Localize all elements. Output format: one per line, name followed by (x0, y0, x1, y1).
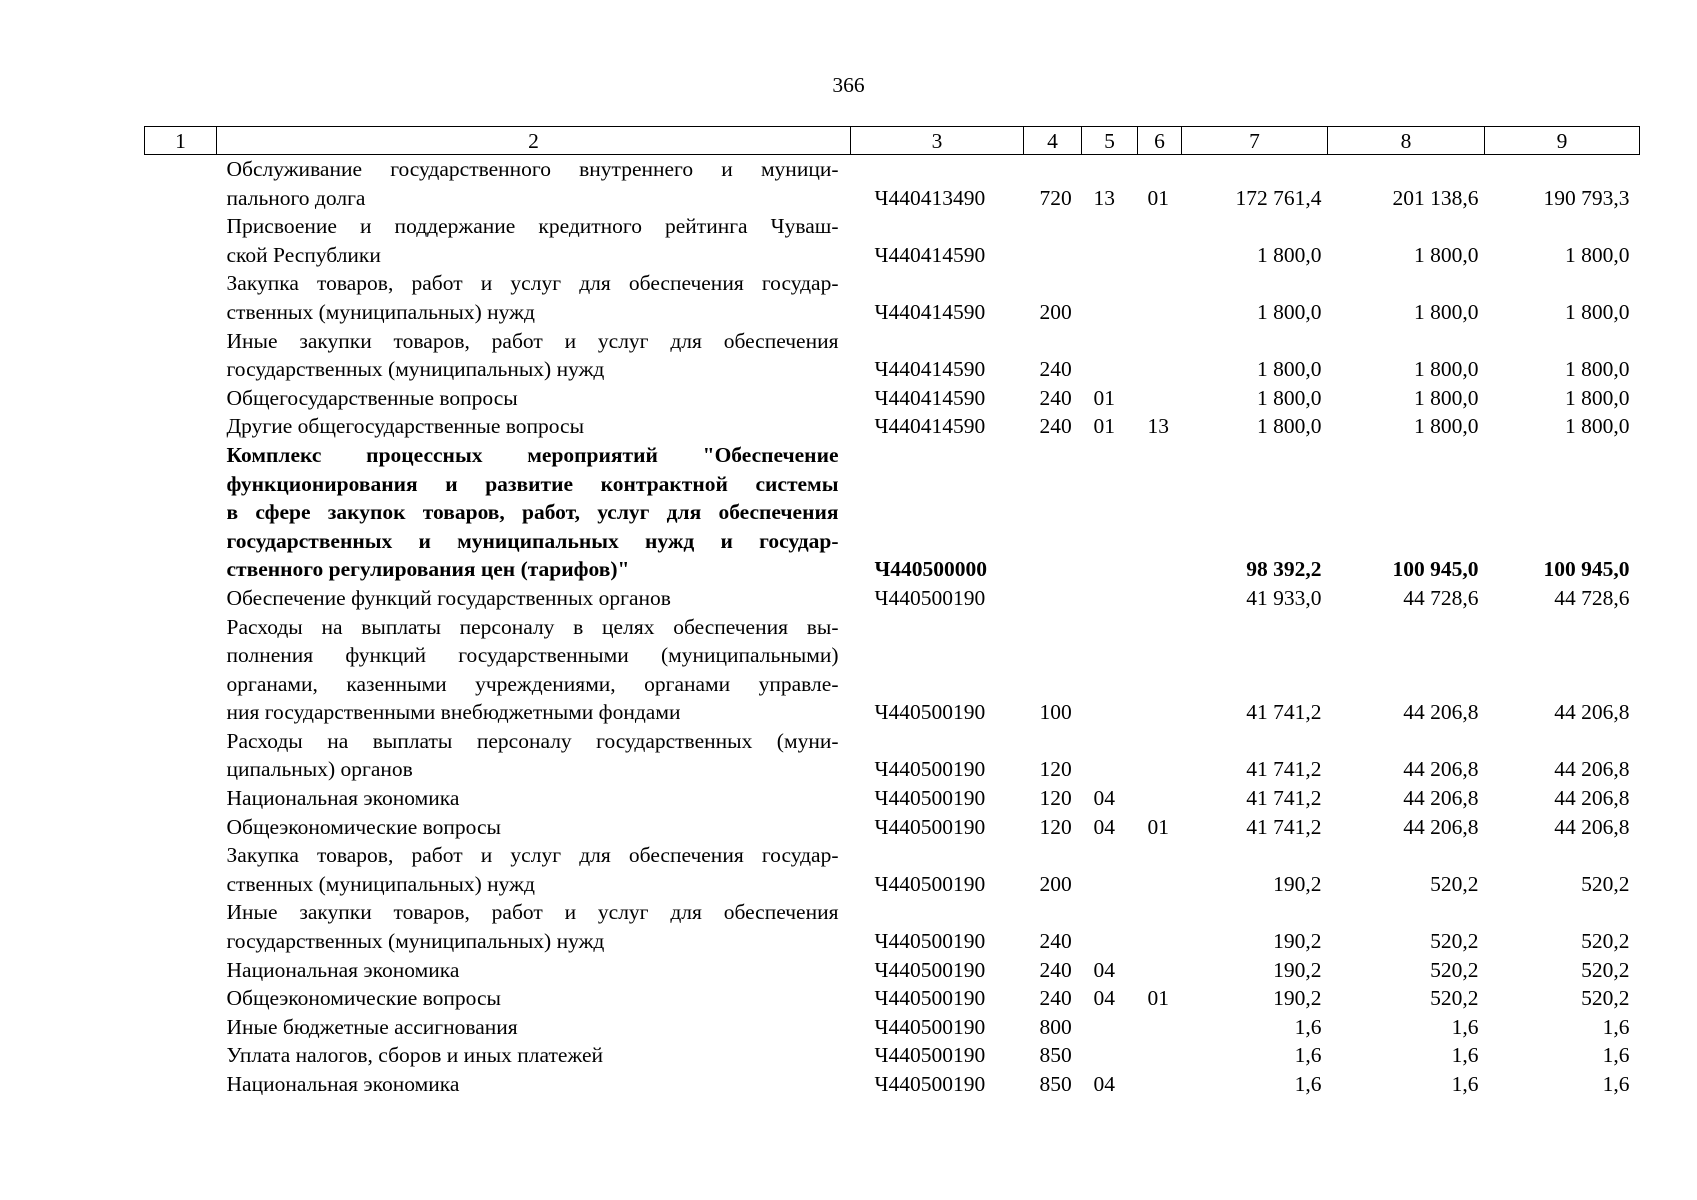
row-number-cell (145, 584, 217, 613)
target-article-code: Ч440500000 (874, 557, 988, 582)
amount-col-8: 1 800,0 (1414, 299, 1479, 324)
amount-col-9: 1 800,0 (1565, 242, 1630, 267)
expense-type-code: 120 (1039, 786, 1072, 811)
amount-col-8: 520,2 (1430, 957, 1479, 982)
expense-type-code: 200 (1039, 299, 1072, 324)
row-description (217, 384, 851, 413)
amount-col-9: 100 945,0 (1543, 557, 1630, 582)
table-row (145, 1041, 1640, 1070)
amount-col-7: 190,2 (1273, 986, 1322, 1011)
table-row (145, 841, 1640, 898)
description-line: функционирования и развитие контрактной системы (226, 471, 839, 496)
table-row (145, 898, 1640, 955)
subsection-code (1138, 441, 1182, 584)
amount-col-7: 41 741,2 (1246, 757, 1322, 782)
expense-type-code: 850 (1039, 1043, 1072, 1068)
header-col-9: 9 (1485, 127, 1640, 155)
amount-col-7: 98 392,2 (1246, 557, 1322, 582)
amount-col-9: 1,6 (1602, 1072, 1630, 1096)
target-article-code: Ч440414590 (874, 299, 986, 324)
row-number-cell (145, 984, 217, 1013)
amount-col-9: 44 206,8 (1554, 786, 1630, 811)
amount-col-7: 172 761,4 (1235, 185, 1322, 210)
amount-col-9: 520,2 (1581, 871, 1630, 896)
target-article-code: Ч440500190 (874, 871, 986, 896)
description-line: Расходы на выплаты персоналу в целях обеспечения вы- (226, 614, 839, 639)
table-row (145, 613, 1640, 727)
amount-col-9: 44 728,6 (1554, 585, 1630, 610)
row-description (217, 327, 851, 384)
row-number-cell (145, 384, 217, 413)
table-row (145, 584, 1640, 613)
expense-type-code: 240 (1039, 414, 1072, 439)
amount-col-8: 44 206,8 (1403, 700, 1479, 725)
description-line: ской Республики (226, 242, 381, 267)
expense-type-code: 240 (1039, 957, 1072, 982)
amount-col-8: 1,6 (1451, 1043, 1479, 1068)
subsection-code (1138, 1070, 1182, 1099)
row-description (217, 412, 851, 441)
target-article-code: Ч440500190 (874, 786, 986, 811)
description-line: Общеэкономические вопросы (226, 814, 501, 839)
subsection-code: 01 (1147, 814, 1169, 839)
table-row (145, 155, 1640, 213)
description-line: ципальных) органов (226, 757, 413, 782)
expense-type-code (1024, 584, 1082, 613)
description-line: Уплата налогов, сборов и иных платежей (226, 1043, 604, 1068)
target-article-code: Ч440500190 (874, 986, 986, 1011)
amount-col-7: 41 741,2 (1246, 814, 1322, 839)
amount-col-7: 1 800,0 (1257, 299, 1322, 324)
row-description (217, 1070, 851, 1099)
description-line: ственных (муниципальных) нужд (226, 871, 535, 896)
description-line: ственных (муниципальных) нужд (226, 299, 535, 324)
expense-type-code: 800 (1039, 1014, 1072, 1039)
expense-type-code: 200 (1039, 871, 1072, 896)
table-row (145, 384, 1640, 413)
target-article-code: Ч440500190 (874, 585, 986, 610)
amount-col-7: 41 933,0 (1246, 585, 1322, 610)
expense-type-code: 100 (1039, 700, 1072, 725)
amount-col-9: 1,6 (1602, 1043, 1630, 1068)
table-row (145, 984, 1640, 1013)
table-row (145, 412, 1640, 441)
target-article-code: Ч440414590 (874, 357, 986, 382)
amount-col-7: 41 741,2 (1246, 700, 1322, 725)
amount-col-7: 1,6 (1294, 1043, 1322, 1068)
table-row (145, 1013, 1640, 1042)
subsection-code (1138, 727, 1182, 784)
description-line: органами, казенными учреждениями, органами управле- (226, 671, 839, 696)
amount-col-9: 1 800,0 (1565, 385, 1630, 410)
row-description (217, 813, 851, 842)
amount-col-7: 41 741,2 (1246, 786, 1322, 811)
row-description (217, 155, 851, 213)
description-line: пального долга (226, 185, 366, 210)
subsection-code (1138, 1013, 1182, 1042)
table-row (145, 813, 1640, 842)
row-number-cell (145, 813, 217, 842)
target-article-code: Ч440413490 (874, 185, 986, 210)
amount-col-7: 1,6 (1294, 1072, 1322, 1096)
header-col-1: 1 (145, 127, 217, 155)
description-line: Национальная экономика (226, 786, 460, 811)
section-code: 01 (1093, 414, 1115, 439)
target-article-code: Ч440500190 (874, 700, 986, 725)
expense-type-code: 850 (1039, 1072, 1072, 1096)
amount-col-7: 1,6 (1294, 1014, 1322, 1039)
description-line: Иные закупки товаров, работ и услуг для обеспечения (226, 900, 839, 925)
subsection-code (1138, 269, 1182, 326)
description-line: Национальная экономика (226, 1072, 460, 1096)
section-code: 04 (1093, 786, 1115, 811)
section-code (1082, 327, 1138, 384)
amount-col-8: 44 206,8 (1403, 814, 1479, 839)
row-number-cell (145, 1041, 217, 1070)
description-line: Национальная экономика (226, 957, 460, 982)
expense-type-code: 240 (1039, 929, 1072, 954)
subsection-code: 13 (1147, 414, 1169, 439)
amount-col-8: 1 800,0 (1414, 414, 1479, 439)
table-row (145, 269, 1640, 326)
table-row (145, 212, 1640, 269)
target-article-code: Ч440414590 (874, 385, 986, 410)
amount-col-8: 1 800,0 (1414, 242, 1479, 267)
amount-col-8: 1 800,0 (1414, 385, 1479, 410)
section-code: 04 (1093, 1072, 1115, 1096)
subsection-code (1138, 584, 1182, 613)
subsection-code (1138, 784, 1182, 813)
amount-col-9: 520,2 (1581, 929, 1630, 954)
row-description (217, 956, 851, 985)
description-line: в сфере закупок товаров, работ, услуг для обеспечения (226, 500, 839, 525)
amount-col-9: 1 800,0 (1565, 299, 1630, 324)
description-line: государственных (муниципальных) нужд (226, 929, 605, 954)
row-description (217, 841, 851, 898)
row-number-cell (145, 613, 217, 727)
amount-col-9: 44 206,8 (1554, 757, 1630, 782)
header-col-5: 5 (1082, 127, 1138, 155)
subsection-code: 01 (1147, 185, 1169, 210)
row-number-cell (145, 841, 217, 898)
row-number-cell (145, 212, 217, 269)
section-code: 04 (1093, 814, 1115, 839)
amount-col-8: 1 800,0 (1414, 357, 1479, 382)
subsection-code: 01 (1147, 986, 1169, 1011)
description-line: Иные закупки товаров, работ и услуг для обеспечения (226, 328, 839, 353)
row-number-cell (145, 956, 217, 985)
description-line: ния государственными внебюджетными фондами (226, 700, 681, 725)
description-line: Присвоение и поддержание кредитного рейтинга Чуваш- (226, 214, 839, 239)
row-description (217, 613, 851, 727)
row-number-cell (145, 784, 217, 813)
description-line: Иные бюджетные ассигнования (226, 1014, 518, 1039)
row-number-cell (145, 441, 217, 584)
section-code (1082, 613, 1138, 727)
row-description (217, 212, 851, 269)
subsection-code (1138, 841, 1182, 898)
amount-col-7: 190,2 (1273, 929, 1322, 954)
amount-col-8: 44 206,8 (1403, 786, 1479, 811)
section-code (1082, 269, 1138, 326)
expense-type-code (1024, 441, 1082, 584)
subsection-code (1138, 384, 1182, 413)
target-article-code: Ч440500190 (874, 1043, 986, 1068)
target-article-code: Ч440500190 (874, 1072, 986, 1096)
amount-col-9: 190 793,3 (1543, 185, 1630, 210)
row-description (217, 984, 851, 1013)
section-code: 13 (1093, 185, 1115, 210)
header-col-7: 7 (1182, 127, 1328, 155)
row-description (217, 1041, 851, 1070)
row-number-cell (145, 1070, 217, 1099)
header-col-3: 3 (851, 127, 1024, 155)
table-row (145, 327, 1640, 384)
subsection-code (1138, 327, 1182, 384)
description-line: Расходы на выплаты персоналу государственных (муни- (226, 728, 839, 753)
description-line: Обеспечение функций государственных органов (226, 585, 671, 610)
amount-col-7: 190,2 (1273, 871, 1322, 896)
target-article-code: Ч440500190 (874, 814, 986, 839)
subsection-code (1138, 956, 1182, 985)
header-col-8: 8 (1328, 127, 1485, 155)
row-description (217, 898, 851, 955)
table-row (145, 441, 1640, 584)
expense-type-code (1024, 212, 1082, 269)
amount-col-7: 1 800,0 (1257, 242, 1322, 267)
amount-col-9: 1 800,0 (1565, 357, 1630, 382)
description-line: Общегосударственные вопросы (226, 385, 518, 410)
row-description (217, 727, 851, 784)
amount-col-8: 44 206,8 (1403, 757, 1479, 782)
amount-col-9: 44 206,8 (1554, 700, 1630, 725)
expense-type-code: 240 (1039, 385, 1072, 410)
subsection-code (1138, 613, 1182, 727)
table-body (145, 155, 1640, 1099)
description-line: государственных и муниципальных нужд и государ- (226, 528, 839, 553)
subsection-code (1138, 212, 1182, 269)
section-code (1082, 898, 1138, 955)
description-line: государственных (муниципальных) нужд (226, 357, 605, 382)
amount-col-7: 1 800,0 (1257, 385, 1322, 410)
section-code (1082, 841, 1138, 898)
section-code: 01 (1093, 385, 1115, 410)
row-description (217, 269, 851, 326)
description-line: Закупка товаров, работ и услуг для обеспечения государ- (226, 843, 839, 868)
row-description (217, 584, 851, 613)
row-description (217, 784, 851, 813)
expense-type-code: 240 (1039, 986, 1072, 1011)
expense-type-code: 240 (1039, 357, 1072, 382)
target-article-code: Ч440500190 (874, 757, 986, 782)
target-article-code: Ч440500190 (874, 1014, 986, 1039)
header-col-2: 2 (217, 127, 851, 155)
section-code (1082, 1013, 1138, 1042)
section-code (1082, 1041, 1138, 1070)
row-number-cell (145, 898, 217, 955)
description-line: Общеэкономические вопросы (226, 986, 501, 1011)
page-number: 366 (832, 73, 865, 97)
amount-col-8: 520,2 (1430, 871, 1479, 896)
row-number-cell (145, 1013, 217, 1042)
table-row (145, 727, 1640, 784)
target-article-code: Ч440414590 (874, 242, 986, 267)
row-number-cell (145, 412, 217, 441)
amount-col-9: 520,2 (1581, 986, 1630, 1011)
amount-col-9: 520,2 (1581, 957, 1630, 982)
row-number-cell (145, 727, 217, 784)
row-description (217, 441, 851, 584)
row-description (217, 1013, 851, 1042)
row-number-cell (145, 269, 217, 326)
amount-col-8: 44 728,6 (1403, 585, 1479, 610)
amount-col-8: 520,2 (1430, 929, 1479, 954)
amount-col-7: 1 800,0 (1257, 414, 1322, 439)
expense-type-code: 120 (1039, 814, 1072, 839)
table-row (145, 956, 1640, 985)
section-code (1082, 212, 1138, 269)
target-article-code: Ч440414590 (874, 414, 986, 439)
budget-table (144, 126, 1640, 1099)
amount-col-7: 190,2 (1273, 957, 1322, 982)
description-line: Закупка товаров, работ и услуг для обеспечения государ- (226, 271, 839, 296)
header-col-6: 6 (1138, 127, 1182, 155)
section-code (1082, 584, 1138, 613)
table-row (145, 784, 1640, 813)
target-article-code: Ч440500190 (874, 957, 986, 982)
table-row (145, 1070, 1640, 1099)
target-article-code: Ч440500190 (874, 929, 986, 954)
section-code (1082, 441, 1138, 584)
amount-col-8: 520,2 (1430, 986, 1479, 1011)
section-code: 04 (1093, 986, 1115, 1011)
header-col-4: 4 (1024, 127, 1082, 155)
row-number-cell (145, 155, 217, 213)
amount-col-8: 201 138,6 (1392, 185, 1479, 210)
section-code: 04 (1093, 957, 1115, 982)
description-line: Обслуживание государственного внутреннего и муници- (226, 157, 839, 181)
amount-col-9: 44 206,8 (1554, 814, 1630, 839)
amount-col-8: 1,6 (1451, 1014, 1479, 1039)
amount-col-9: 1,6 (1602, 1014, 1630, 1039)
amount-col-8: 100 945,0 (1392, 557, 1479, 582)
description-line: Другие общегосударственные вопросы (226, 414, 585, 439)
description-line: ственного регулирования цен (тарифов)" (226, 557, 630, 582)
expense-type-code: 720 (1039, 185, 1072, 210)
subsection-code (1138, 898, 1182, 955)
amount-col-9: 1 800,0 (1565, 414, 1630, 439)
subsection-code (1138, 1041, 1182, 1070)
amount-col-7: 1 800,0 (1257, 357, 1322, 382)
expense-type-code: 120 (1039, 757, 1072, 782)
amount-col-8: 1,6 (1451, 1072, 1479, 1096)
description-line: Комплекс процессных мероприятий "Обеспечение (226, 442, 839, 467)
description-line: полнения функций государственными (муниципальными) (226, 643, 839, 668)
header-row (145, 127, 1640, 155)
row-number-cell (145, 327, 217, 384)
section-code (1082, 727, 1138, 784)
